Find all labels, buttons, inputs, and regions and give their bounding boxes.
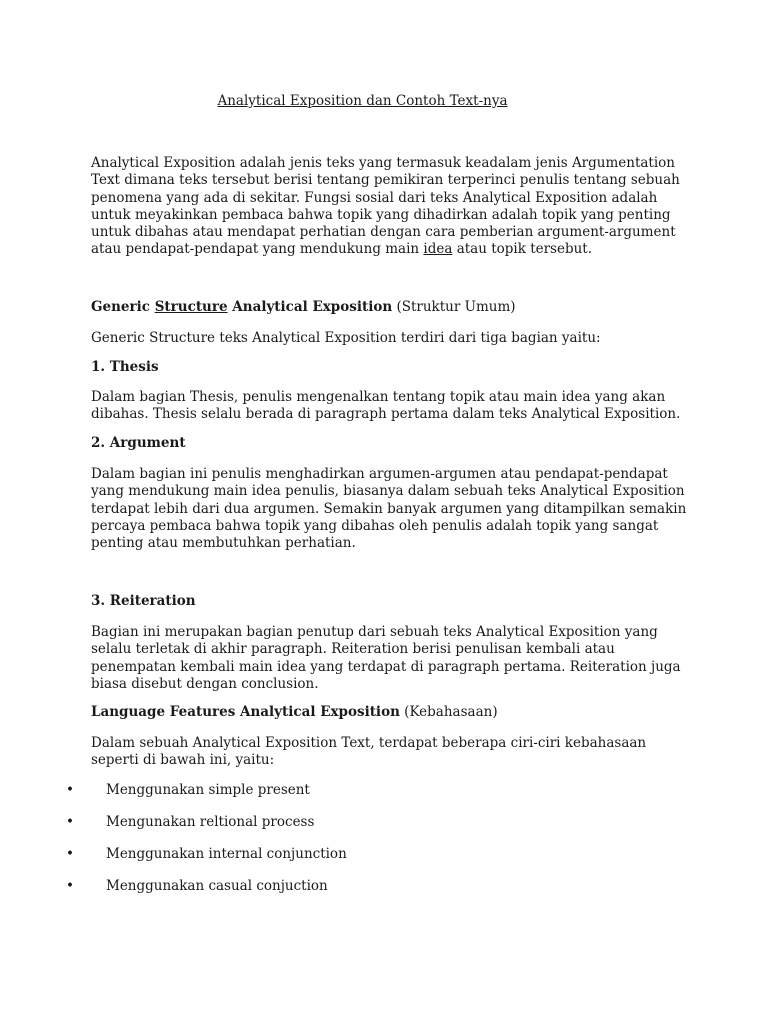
- list-item-text: Menggunakan simple present: [106, 782, 310, 798]
- thesis-heading: 1. Thesis: [91, 359, 159, 375]
- argument-paragraph: Dalam bagian ini penulis menghadirkan argumen-argumen atau pendapat-pendapat yang mendukung main idea penulis, biasanya dalam sebuah teks Analytical Exposition terdapat lebih dari dua argumen. Semakin banyak argumen yang ditampilkan semakin percaya pembaca bahwa topik yang dibahas oleh penulis adalah topik yang sangat penting atau membutuhkan perhatian.: [91, 466, 687, 552]
- generic-structure-heading: [91, 299, 516, 315]
- list-item-text: Mengunakan reltional process: [106, 814, 315, 830]
- intro-text: Analytical Exposition adalah jenis teks yang termasuk keadalam jenis Argumentation Text dimana teks tersebut berisi tentang pemikiran terperinci penulis tentang sebuah penomena yang ada di sekitar. Fungsi sosial dari teks Analytical Exposition adalah untuk meyakinkan pembaca bahwa topik yang dihadirkan adalah topik yang penting untuk dibahas atau mendapat perhatian dengan cara pemberian argument-argument atau pendapat-pendapat yang mendukung main: [91, 155, 680, 258]
- language-heading-note: (Kebahasaan): [399, 704, 498, 720]
- list-item-text: Menggunakan casual conjuction: [106, 878, 328, 894]
- thesis-paragraph: Dalam bagian Thesis, penulis mengenalkan tentang topik atau main idea yang akan dibahas. Thesis selalu berada di paragraph pertama dalam teks Analytical Exposition.: [91, 389, 681, 423]
- reiteration-paragraph: Bagian ini merupakan bagian penutup dari sebuah teks Analytical Exposition yang selalu terletak di akhir paragraph. Reiteration berisi penulisan kembali atau penempatan kembali main idea yang terdapat di paragraph pertama. Reiteration juga biasa disebut dengan conclusion.: [91, 624, 681, 692]
- bullet-icon: •: [66, 878, 74, 894]
- language-features-paragraph: Dalam sebuah Analytical Exposition Text, terdapat beberapa ciri-ciri kebahasaan seperti di bawah ini, yaitu:: [91, 735, 647, 769]
- list-item-text: Menggunakan internal conjunction: [106, 846, 347, 862]
- bullet-icon: •: [66, 814, 74, 830]
- intro-text-end: atau topik tersebut.: [452, 241, 593, 258]
- reiteration-heading: 3. Reiteration: [91, 593, 196, 609]
- language-heading-text: Language Features Analytical Exposition: [91, 704, 400, 720]
- heading-prefix: Generic: [91, 299, 155, 315]
- heading-suffix: Analytical Exposition: [227, 299, 393, 315]
- heading-note: (Struktur Umum): [392, 299, 516, 315]
- generic-structure-paragraph: Generic Structure teks Analytical Exposition terdiri dari tiga bagian yaitu:: [91, 330, 601, 346]
- intro-paragraph: [91, 155, 691, 259]
- argument-heading: 2. Argument: [91, 435, 186, 451]
- page-title: Analytical Exposition dan Contoh Text-nya: [217, 93, 508, 109]
- bullet-icon: •: [66, 782, 74, 798]
- idea-link[interactable]: idea: [423, 241, 453, 258]
- bullet-icon: •: [66, 846, 74, 862]
- structure-link[interactable]: Structure: [154, 299, 228, 315]
- language-features-heading: [91, 704, 498, 720]
